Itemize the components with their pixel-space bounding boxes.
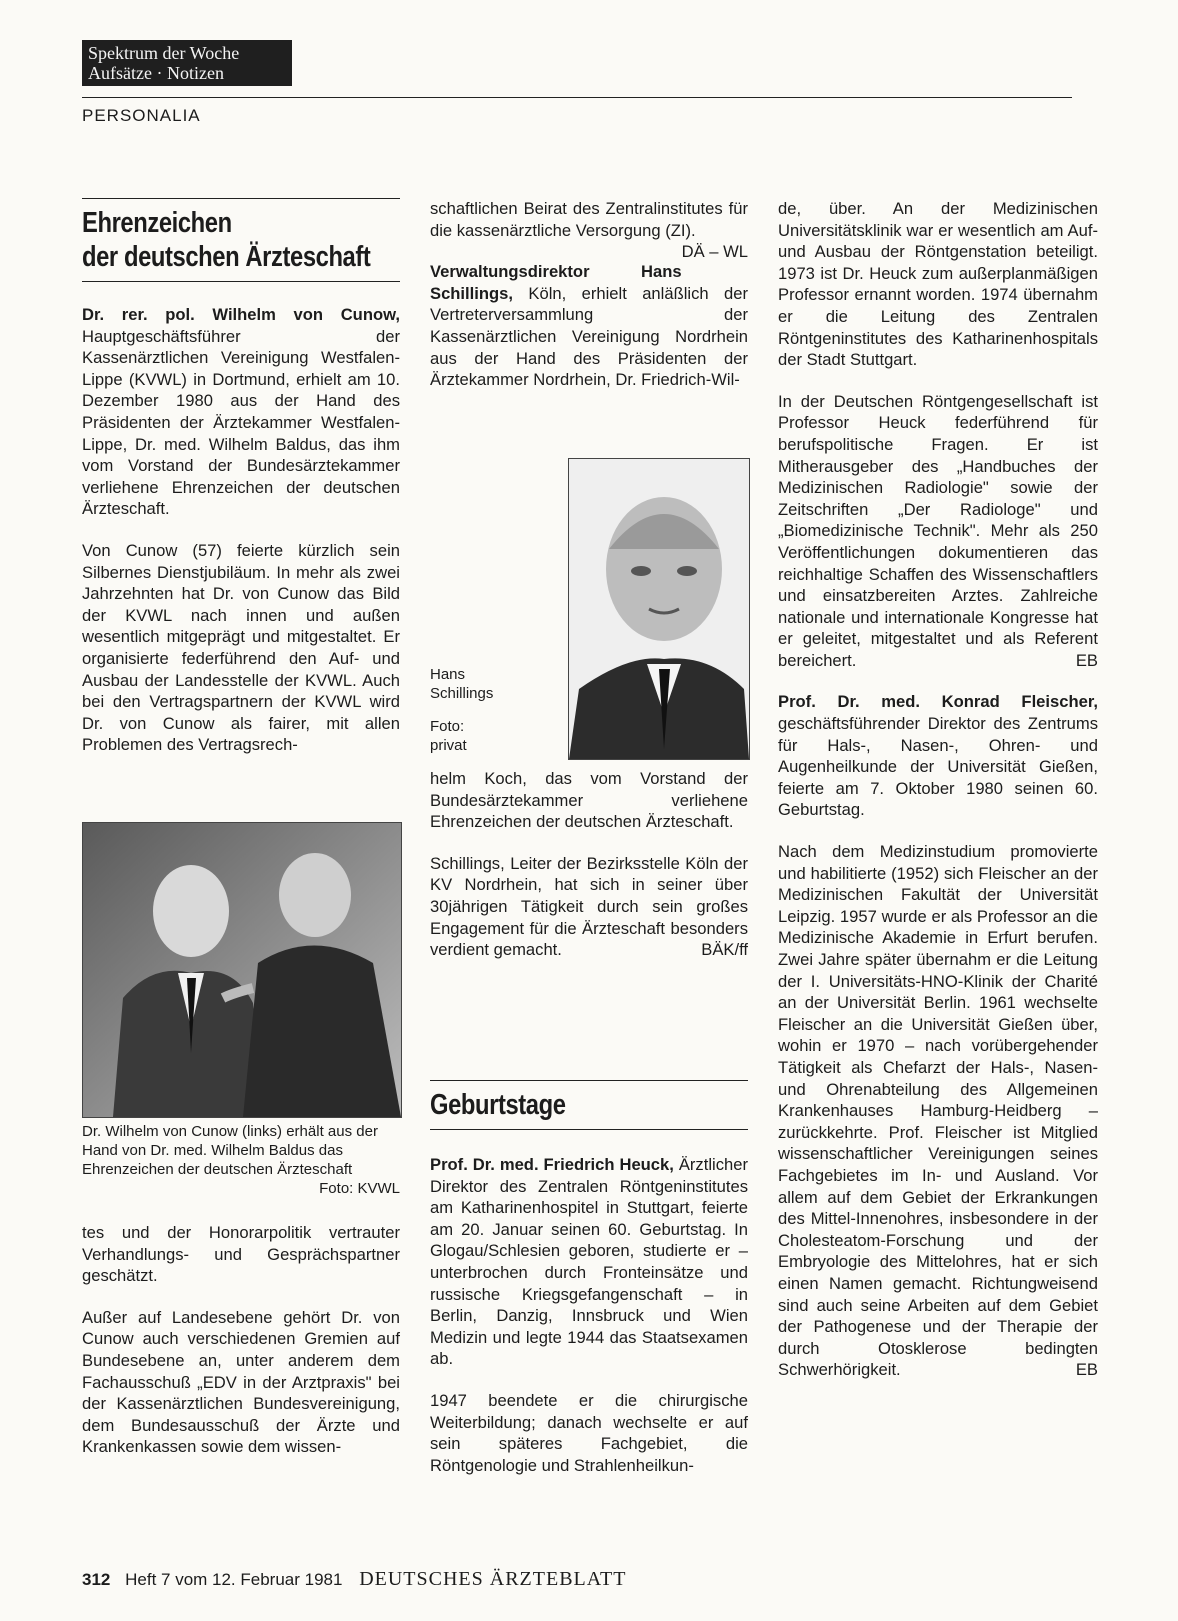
award-photo-image — [83, 823, 401, 1117]
heading-rule-top — [82, 198, 400, 199]
column-1 — [82, 198, 400, 776]
article-heading-line2: der deutschen Ärzteschaft — [82, 241, 371, 273]
heading-rule-bottom — [430, 1129, 748, 1130]
paragraph: tes und der Honorarpolitik vertrauter Verhandlungs- und Gesprächspartner geschätzt. — [82, 1223, 400, 1286]
author-signature: BÄK/ff — [701, 940, 748, 960]
heading-rule-top — [430, 1080, 748, 1081]
paragraph: de, über. An der Medizinischen Universitätsklinik war er wesentlich am Auf- und Ausbau der Röntgenstation beteiligt. 1973 ist Dr. Heuck zum außerplanmäßigen Professor ernannt worden. 1974 übernahm er die Leitung des Zentralen Röntgeninstitutes des Katharinenhospitals der Stadt Stuttgart. — [778, 199, 1098, 370]
section-label-line1: Spektrum der Woche — [88, 43, 240, 63]
paragraph: Prof. Dr. med. Konrad Fleischer, geschäftsführender Direktor des Zentrums für Hals-, Nasen-, Ohren- und Augenheilkunde der Universität Gießen, feierte am 7. Oktober 1980 seinen 60. Geburtstag. — [778, 692, 1098, 820]
paragraph: 1947 beendete er die chirurgische Weiterbildung; danach wechselte er auf sein späteres Fachgebiet, die Röntgenologie und Strahlenheilkun- — [430, 1390, 748, 1475]
column-2 — [430, 198, 748, 411]
person-name: Prof. Dr. med. Friedrich Heuck, — [430, 1155, 674, 1174]
paragraph: schaftlichen Beirat des Zentralinstitutes für die kassenärztliche Versorgung (ZI). DÄ – WL — [430, 199, 748, 262]
paragraph: In der Deutschen Röntgengesellschaft ist Professor Heuck federführend für berufspolitische Fragen. Er ist Mitherausgeber des „Handbuches der Medizinischen Radiologie" sowie der Zeitschriften „Der Radiologe" und „Biomedizinische Technik". Mehr als 250 Veröffentlichungen dokumentieren das reichhaltige Schaffen des Wissenschaftlers und einsatzbereiten Arztes. Zahlreiche nationale und internationale Kongresse hat er geleitet, mitgestaltet und als Referent bereichert. EB — [778, 391, 1098, 670]
award-photo-caption: Dr. Wilhelm von Cunow (links) erhält aus der Hand von Dr. med. Wilhelm Baldus das Ehrenzeichen der deutschen Ärzteschaft Foto: KVWL — [82, 1123, 400, 1197]
column-2-birthdays — [430, 1080, 748, 1496]
article-heading-line1: Ehrenzeichen — [82, 207, 232, 239]
person-name: Prof. Dr. med. Konrad Fleischer, — [778, 692, 1098, 712]
column-1-continued — [82, 1222, 400, 1478]
column-3 — [778, 198, 1098, 1401]
section-label — [82, 40, 292, 86]
issue-info: Heft 7 vom 12. Februar 1981 — [125, 1570, 343, 1589]
column-2-continued — [430, 768, 748, 981]
page-footer — [82, 1568, 626, 1591]
portrait-photo-image — [569, 459, 749, 759]
page-number: 312 — [82, 1570, 111, 1589]
author-signature: EB — [1075, 650, 1098, 670]
paragraph: Schillings, Leiter der Bezirksstelle Köln der KV Nordrhein, hat sich in seiner über 30jährigen Tätigkeit durch sein großes Engagement für die Ärzteschaft besonders verdient gemacht. BÄK/ff — [430, 853, 748, 960]
paragraph: Prof. Dr. med. Friedrich Heuck, Ärztlicher Direktor des Zentralen Röntgeninstitutes am Katharinenhospitel in Stuttgart, feierte am 20. Januar seinen 60. Geburtstag. In Glogau/Schlesien geboren, studierte er – unterbrochen durch Fronteinsätze und russische Kriegsgefangenschaft – in Berlin, Danzig, Innsbruck und Wien Medizin und legte 1944 das Staatsexamen ab. — [430, 1155, 748, 1369]
paragraph: helm Koch, das vom Vorstand der Bundesärztekammer verliehene Ehrenzeichen der deutschen Ärzteschaft. — [430, 769, 748, 832]
header-rule — [82, 97, 1072, 98]
section-heading-birthdays: Geburtstage — [430, 1089, 566, 1121]
magazine-title: DEUTSCHES ÄRZTEBLATT — [359, 1568, 627, 1590]
photo-credit: Foto: KVWL — [319, 1180, 400, 1197]
paragraph: Nach dem Medizinstudium promovierte und habilitierte (1952) sich Fleischer an der Medizinischen Fakultät der Universität Leipzig. 1957 wurde er als Professor an die Medizinische Akademie in Erfurt berufen. Zwei Jahre später übernahm er die Leitung der I. Universitäts-HNO-Klinik der Charité an der Universität Berlin. 1961 wechselte Fleischer an die Universität Gießen über, wohin er 1970 – nach vorübergehender Tätigkeit als Chefarzt der Hals-, Nasen- und Ohrenabteilung des Allgemeinen Krankenhauses Hamburg-Heidberg – zurückkehrte. Prof. Fleischer ist Mitglied wissenschaftlicher Vereinigungen seines Fachgebietes im In- und Ausland. Vor allem auf dem Gebiet der Erkrankungen des Mittel-Innenohres, insbesondere in der Cholesteatom-Forschung und der Embryologie des Mittelohres, hat er sich einen Namen gemacht. Richtungweisend sind auch seine Arbeiten auf dem Gebiet der Pathogenese und der Therapie der durch Otosklerose bedingten Schwerhörigkeit. EB — [778, 842, 1098, 1380]
portrait-photo — [568, 458, 750, 760]
award-photo — [82, 822, 402, 1118]
paragraph: Dr. rer. pol. Wilhelm von Cunow, Hauptgeschäftsführer der Kassenärztlichen Vereinigung Westfalen-Lippe (KVWL) in Dortmund, erhielt am 10. Dezember 1980 aus der Hand des Präsidenten der Ärztekammer Westfalen-Lippe, Dr. med. Wilhelm Baldus, das ihm vom Vorstand der Bundesärztekammer verliehene Ehrenzeichen der deutschen Ärzteschaft. — [82, 305, 400, 519]
paragraph: Außer auf Landesebene gehört Dr. von Cunow auch verschiedenen Gremien auf Bundesebene an, unter anderem dem Fachausschuß „EDV in der Arztpraxis" bei der Kassenärztlichen Bundesvereinigung, dem Bundesausschuß der Ärzte und Krankenkassen sowie dem wissen- — [82, 1307, 400, 1457]
person-name: Dr. rer. pol. Wilhelm von Cunow, — [82, 305, 400, 324]
section-title: PERSONALIA — [82, 106, 201, 125]
author-signature: DÄ – WL — [681, 242, 748, 262]
portrait-caption: Hans Schillings Foto: privat — [430, 666, 494, 754]
paragraph: Von Cunow (57) feierte kürzlich sein Silbernes Dienstjubiläum. In mehr als zwei Jahrzehnten hat Dr. von Cunow das Bild der KVWL nach innen und außen wesentlich mitgeprägt und mitgestaltet. Er organisierte federführend den Auf- und Ausbau der Landesstelle der KVWL. Auch bei den Vertragspartnern der KVWL wird Dr. von Cunow als fairer, mit allen Problemen des Vertragsrech- — [82, 540, 400, 755]
author-signature: EB — [1075, 1360, 1098, 1380]
person-name: Verwaltungsdirektor Hans Schillings, — [430, 262, 682, 303]
paragraph: Verwaltungsdirektor Hans Schillings, Köln, erhielt anläßlich der Vertreterversammlung der Kassenärztlichen Vereinigung Nordrhein aus der Hand des Präsidenten der Ärztekammer Nordrhein, Dr. Friedrich-Wil- — [430, 262, 748, 390]
heading-rule-bottom — [82, 281, 400, 282]
section-label-line2: Aufsätze · Notizen — [88, 63, 224, 83]
